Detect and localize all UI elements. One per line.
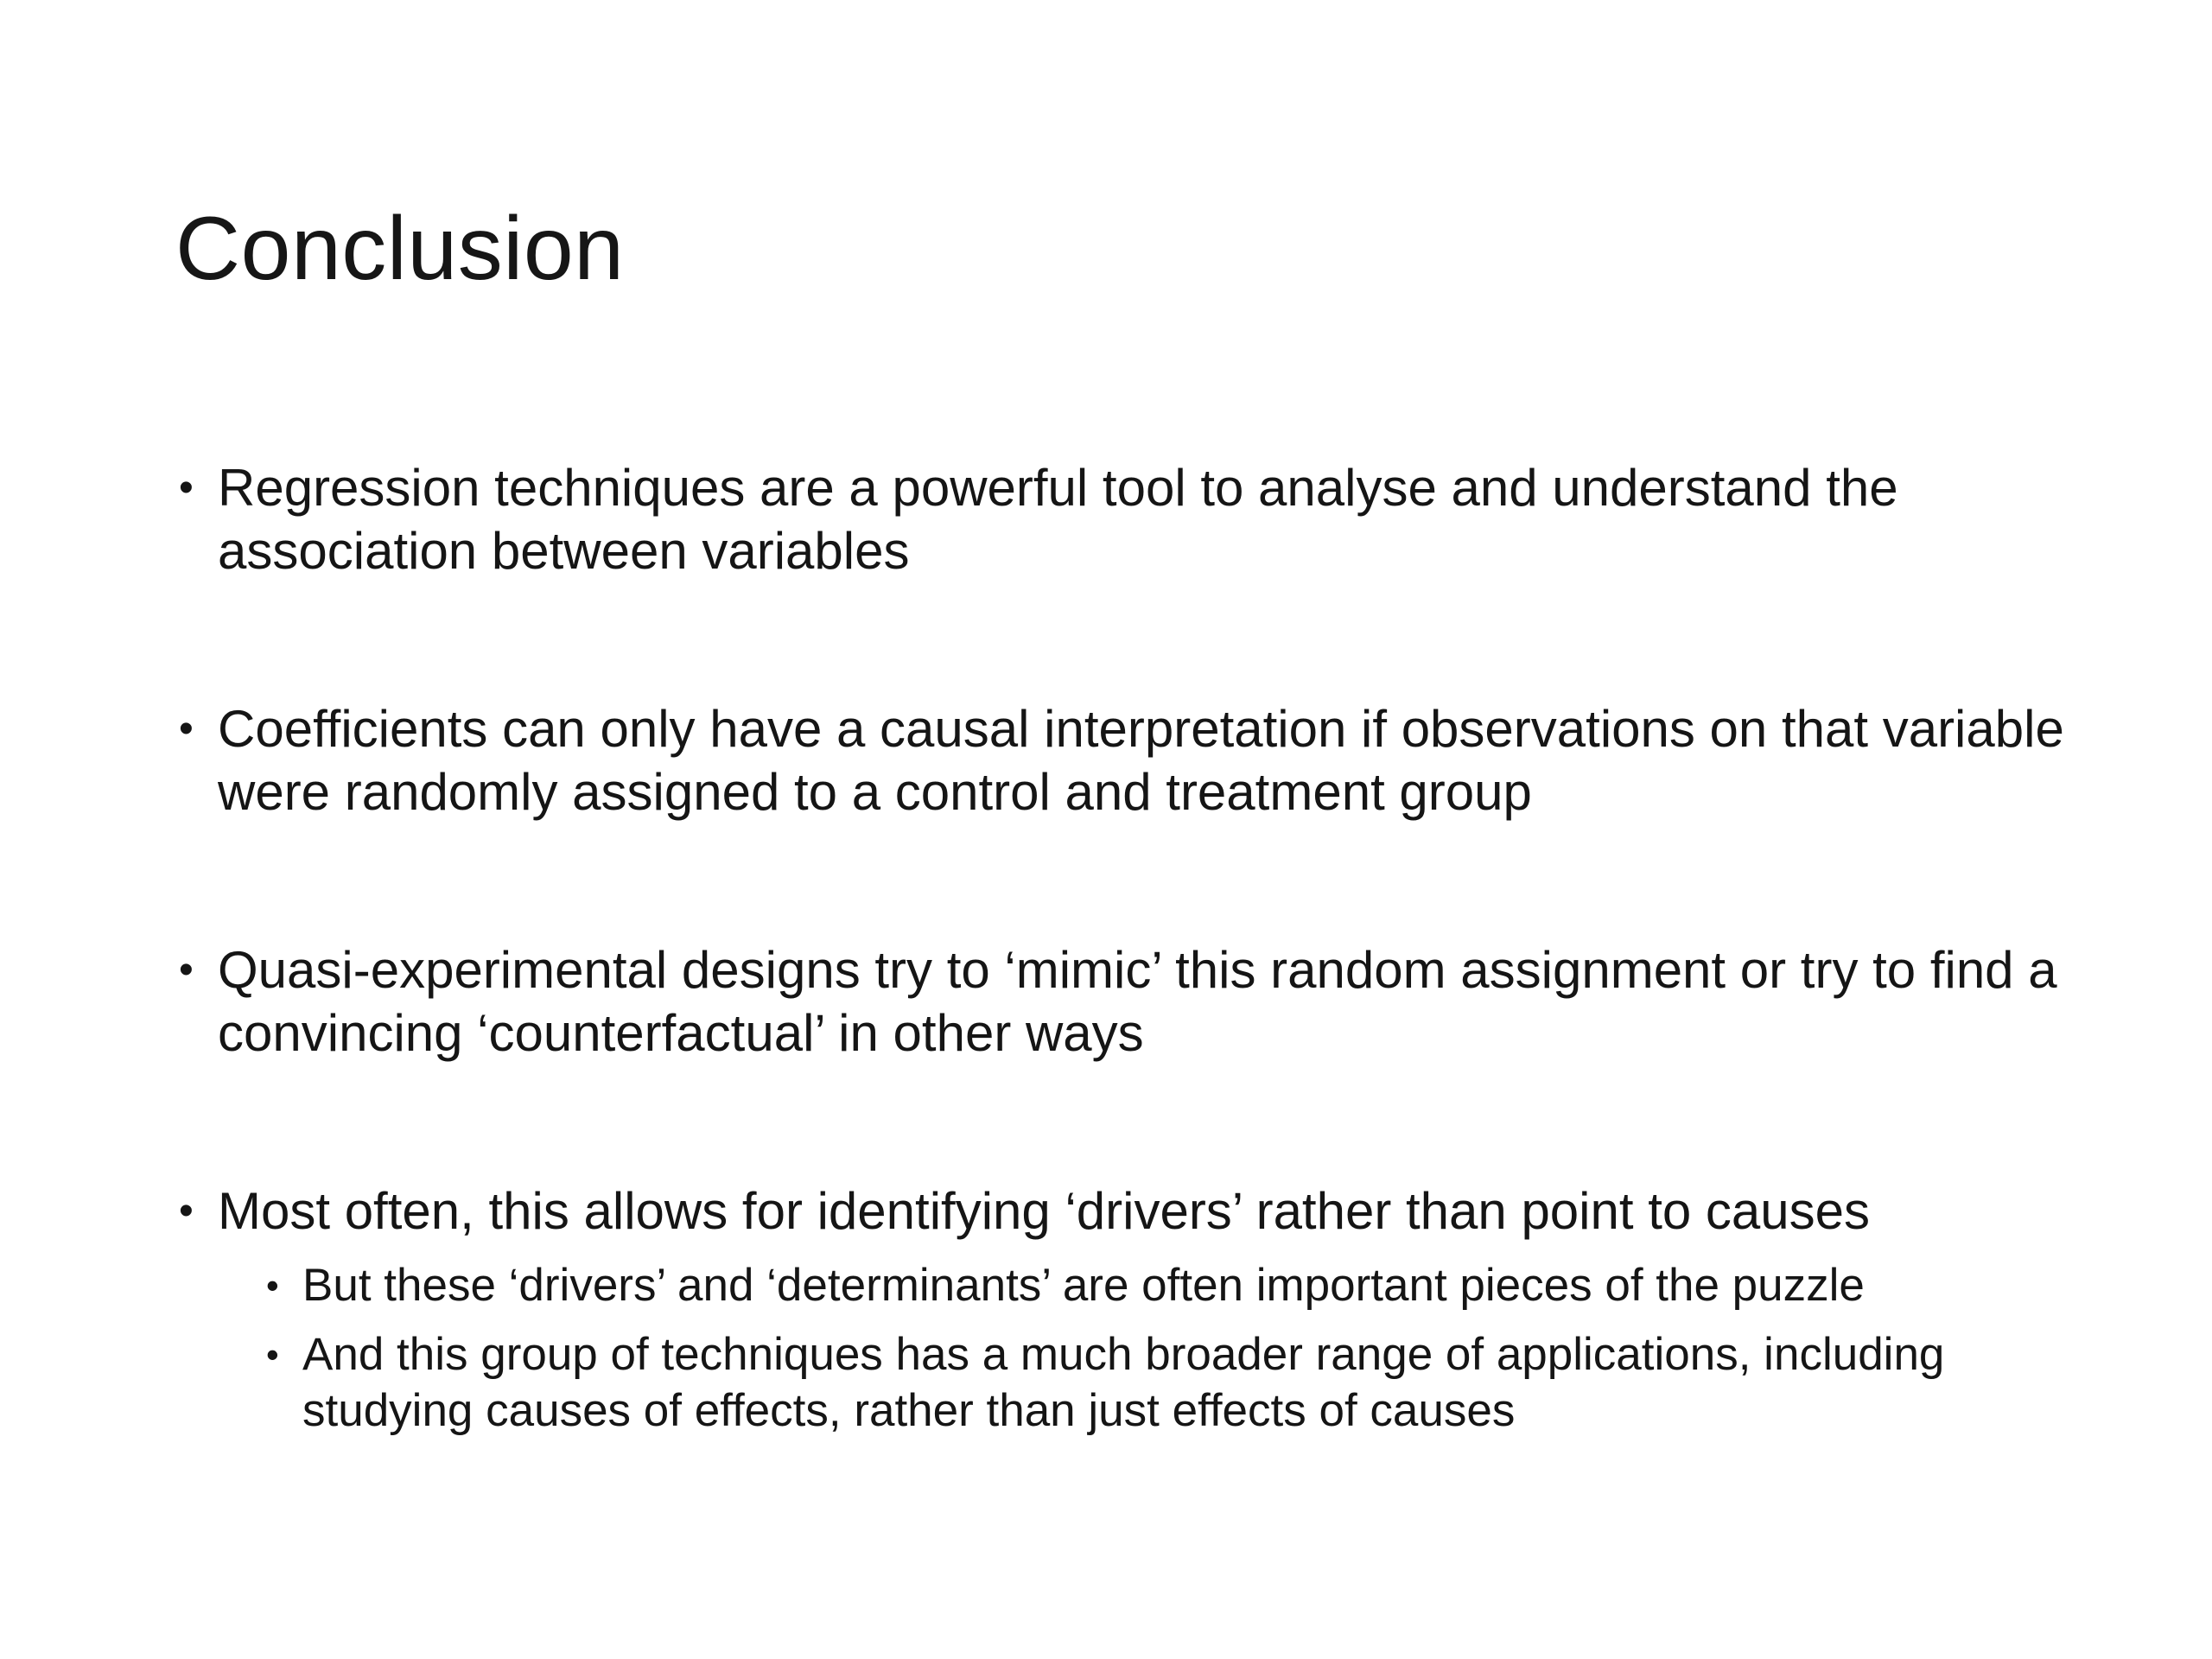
bullet-text: Coefficients can only have a causal interpretation if observations on that variable were randomly assigned to a control and treatment group <box>218 700 2064 821</box>
bullet-item <box>179 456 2075 582</box>
slide-title: Conclusion <box>175 199 625 299</box>
bullet-text: Regression techniques are a powerful tool to analyse and understand the association between variables <box>218 459 1898 580</box>
bullet-marker: • <box>179 465 194 511</box>
sub-bullet-marker: • <box>266 1334 279 1375</box>
bullet-marker: • <box>179 706 194 752</box>
bullet-item <box>179 1179 2075 1243</box>
sub-bullet-text: But these ‘drivers’ and ‘determinants’ are often important pieces of the puzzle <box>302 1260 1865 1311</box>
bullet-item <box>179 938 2075 1065</box>
bullet-marker: • <box>179 1188 194 1234</box>
bullet-marker: • <box>179 947 194 993</box>
sub-bullet-item <box>266 1257 2082 1313</box>
bullet-item <box>179 697 2075 823</box>
sub-bullet-text: And this group of techniques has a much broader range of applications, including studying causes of effects, rather than just effects of causes <box>302 1329 1945 1436</box>
sub-bullet-item <box>266 1326 2082 1439</box>
sub-bullet-marker: • <box>266 1265 279 1306</box>
bullet-text: Most often, this allows for identifying ‘drivers’ rather than point to causes <box>218 1182 1871 1240</box>
bullet-text: Quasi-experimental designs try to ‘mimic’ this random assignment or try to find a convincing ‘counterfactual’ in other ways <box>218 941 2057 1062</box>
